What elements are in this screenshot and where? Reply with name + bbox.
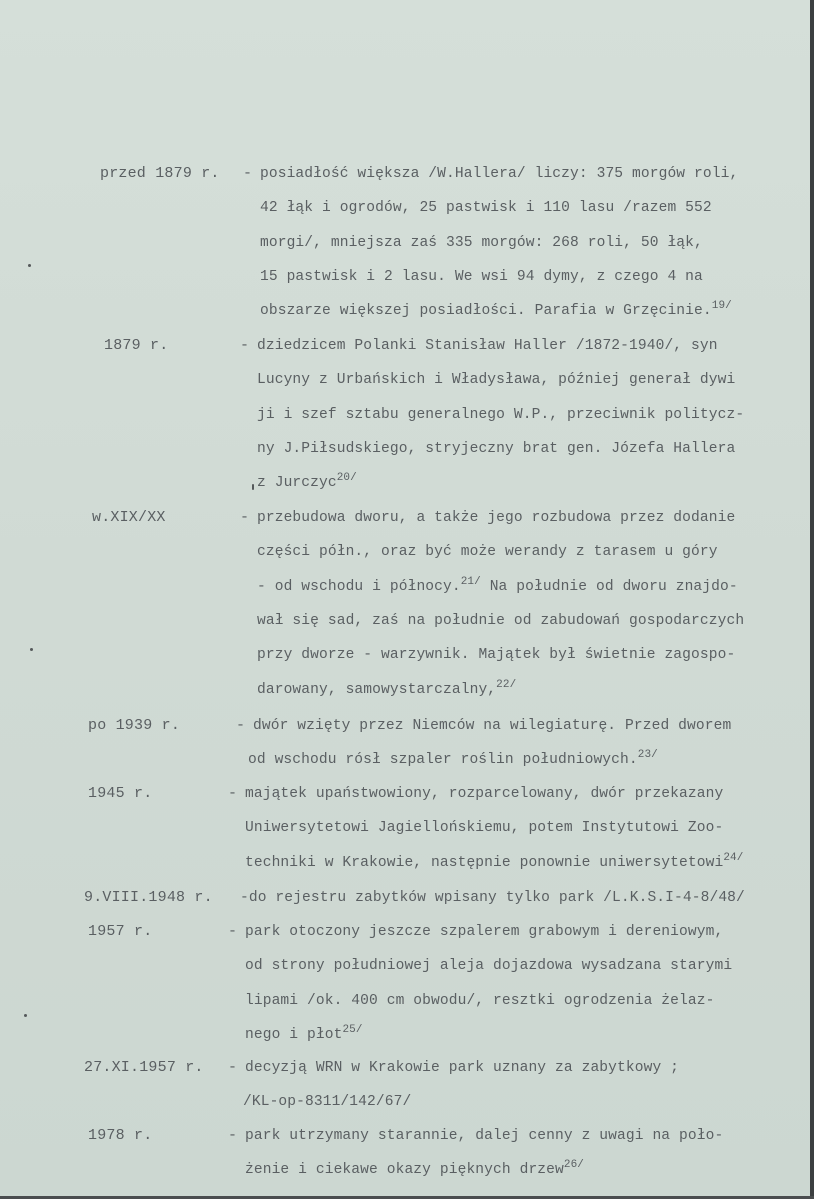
line-text: decyzją WRN w Krakowie park uznany za zabytkowy ; [245,1060,680,1076]
line-text: morgi/, mniejsza zaś 335 morgów: 268 roli, 50 łąk, [260,234,703,251]
paper-speck [252,484,254,490]
footnote-marker: 20/ [336,472,357,485]
line-text: nego i płot [245,1026,343,1043]
line-text: żenie i ciekawe okazy pięknych drzew [245,1162,564,1179]
footnote-marker: 22/ [496,678,517,691]
line-text: darowany, samowystarczalny, [257,681,497,698]
page-edge-right [810,0,814,1199]
entry-text-line [257,569,738,605]
entry-text-line [245,810,723,846]
footnote-marker: 26/ [563,1159,584,1172]
line-text: od strony południowej aleja dojazdowa wysadzana starymi [245,958,733,975]
entry-text-line [245,1118,723,1154]
entry-text-line [260,190,712,226]
footnote-marker: 25/ [342,1023,363,1036]
line-text: dwór wzięty przez Niemców na wilegiaturę. Przed dworem [253,718,732,734]
entry-date: przed 1879 r. [100,165,220,182]
entry-dash: - [228,1059,238,1076]
line-text: wał się sad, zaś na południe od zabudowań gospodarczych [257,612,745,629]
entry-date: 1978 r. [88,1127,153,1144]
line-text-continuation: Na południe od dworu znajdo- [480,578,738,595]
entry-text-line [257,637,735,673]
entry-dash: - [243,165,253,182]
line-text: części półn., oraz być może werandy z tarasem u góry [257,544,718,561]
footnote-marker: 23/ [637,749,658,762]
line-text: dziedzicem Polanki Stanisław Haller /1872-1940/, syn [257,338,718,354]
footnote-marker: 24/ [723,851,744,864]
entry-date: 1945 r. [88,785,153,802]
entry-text-line [243,1084,411,1120]
entry-text-line [257,431,735,467]
footnote-marker: 21/ [460,575,481,588]
entry-text-line [257,672,516,708]
entry-text-line [245,1050,679,1086]
entry-text-line [257,362,735,398]
entry-text-line [245,1017,363,1053]
line-text: ny J.Piłsudskiego, stryjeczny brat gen. Józefa Hallera [257,440,736,457]
line-text: z Jurczyc [257,475,337,492]
entry-text-line [245,1152,584,1188]
entry-date: 1879 r. [104,337,169,354]
line-text: park utrzymany starannie, dalej cenny z uwagi na poło- [245,1128,724,1144]
line-text: lipami /ok. 400 cm obwodu/, resztki ogrodzenia żelaz- [245,992,715,1009]
paper-speck [28,264,31,267]
entry-dash: - [228,923,238,940]
entry-text-line [257,534,718,570]
entry-text-line [245,776,723,812]
line-text: przebudowa dworu, a także jego rozbudowa przez dodanie [257,510,736,526]
paper-speck [30,648,33,651]
entry-date: 9.VIII.1948 r. [84,889,213,906]
entry-date: po 1939 r. [88,717,181,734]
entry-text-line [240,880,745,916]
entry-text-line [257,397,744,433]
line-text: posiadłość większa /W.Hallera/ liczy: 375 morgów roli, [260,166,739,182]
line-text: Uniwersytetowi Jagiellońskiemu, potem Instytutowi Zoo- [245,820,724,837]
paper-speck [24,1014,27,1017]
entry-text-line [245,845,743,881]
entry-dash: - [236,717,246,734]
line-text: - od wschodu i północy. [257,578,461,595]
line-text: /KL-op-8311/142/67/ [243,1094,412,1111]
entry-dash: - [240,509,250,526]
entry-text-line [245,948,732,984]
entry-text-line [245,914,723,950]
entry-text-line [257,603,744,639]
line-text: park otoczony jeszcze szpalerem grabowym i dereniowym, [245,924,724,940]
line-text: Lucyny z Urbańskich i Władysława, później generał dywi [257,372,736,389]
entry-dash: - [228,785,238,802]
entry-text-line [257,465,357,501]
line-text: techniki w Krakowie, następnie ponownie uniwersytetowi [245,854,724,871]
entry-date: 1957 r. [88,923,153,940]
entry-text-line [260,293,732,329]
line-text: 15 pastwisk i 2 lasu. We wsi 94 dymy, z czego 4 na [260,268,703,285]
entry-date: w.XIX/XX [92,509,166,526]
line-text: 42 łąk i ogrodów, 25 pastwisk i 110 lasu /razem 552 [260,200,712,217]
line-text: obszarze większej posiadłości. Parafia w Grzęcinie. [260,303,712,320]
line-text: przy dworze - warzywnik. Majątek był świetnie zagospo- [257,647,736,664]
entry-text-line [248,742,658,778]
entry-dash: - [240,337,250,354]
footnote-marker: 19/ [711,300,732,313]
entry-text-line [260,156,738,192]
line-text: ji i szef sztabu generalnego W.P., przeciwnik politycz- [257,406,745,423]
entry-text-line [260,225,703,261]
entry-text-line [260,259,703,295]
line-text: majątek upaństwowiony, rozparcelowany, dwór przekazany [245,786,724,802]
entry-date: 27.XI.1957 r. [84,1059,204,1076]
entry-text-line [253,708,731,744]
entry-dash: - [228,1127,238,1144]
entry-text-line [257,500,735,536]
line-text: od wschodu rósł szpaler roślin południowych. [248,752,638,769]
entry-text-line [245,983,714,1019]
line-text: -do rejestru zabytków wpisany tylko park /L.K.S.I-4-8/48/ [240,890,745,906]
entry-text-line [257,328,718,364]
